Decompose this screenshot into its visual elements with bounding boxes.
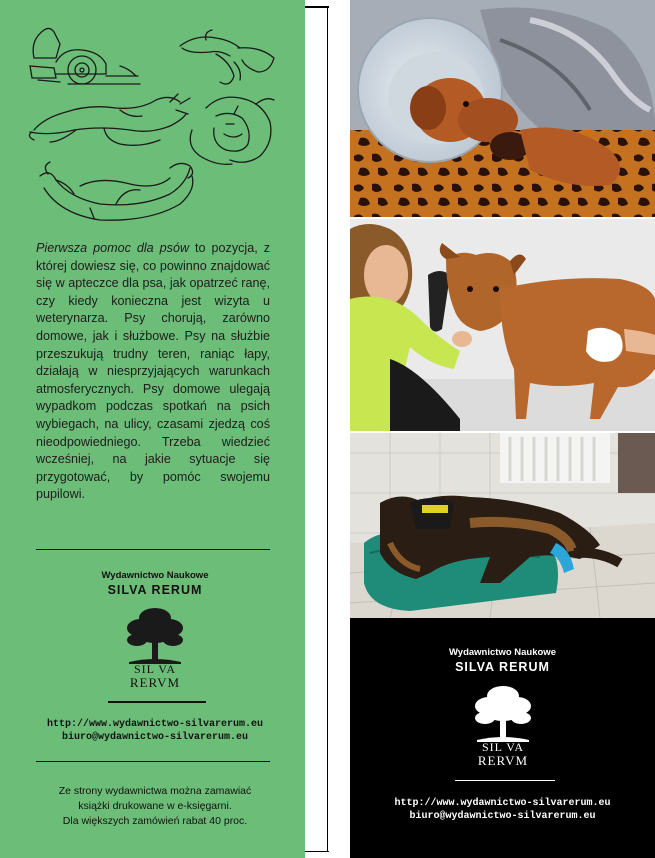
order-note-line: książki drukowane w e-księgarni. [78, 800, 232, 812]
publisher-name-dark: SILVA RERUM [455, 660, 550, 674]
hands-muzzle-sketch [180, 30, 274, 84]
photo-dog-with-cone [350, 0, 655, 217]
lying-dog-sketch [29, 94, 190, 145]
contact-links-dark [350, 797, 655, 823]
order-note-line: Dla większych zamówień rabat 40 proc. [62, 815, 248, 827]
publisher-label-dark: Wydawnictwo Naukowe [449, 647, 556, 658]
divider [36, 761, 270, 762]
book-description-text: to pozycja, z której dowiesz się, co powinno znajdować się w apteczce dla psa, jak opatrzeć ranę, czy kiedy konieczna jest wizyta u weterynarza. Psy chorują, zarówno domowe, jak i służbowe. Psy na służbie przeszukują trudny teren, raniąc łapy, działają w niesprzyjających warunkach atmosferycznych. Psy domowe ulegają wypadkom podczas spotkań na psich wybiegach, na ulicy, czasami zjedzą coś nieodpowiedniego. Trzeba wiedzieć wcześniej, na jakie sytuacje się przygotować, by pomóc swojemu pupilowi. [36, 241, 270, 502]
crop-mark-top [305, 6, 329, 8]
tree-icon [115, 604, 195, 666]
silva-rerum-logo-dark [463, 682, 543, 772]
photo-woman-with-dog [350, 219, 655, 431]
tree-icon [463, 682, 543, 744]
first-aid-sketches [20, 18, 290, 233]
order-note [20, 784, 290, 829]
publisher-name: SILVA RERUM [107, 583, 203, 597]
logo-text-top: SIL VA [133, 662, 177, 676]
logo-text-bottom: RERVM [477, 753, 529, 768]
email-link[interactable]: biuro@wydawnictwo-silvarerum.eu [61, 732, 249, 743]
silva-rerum-logo [115, 604, 195, 694]
contact-links [20, 718, 290, 744]
book-description [36, 240, 270, 504]
dog-head-muzzle-sketch [190, 97, 274, 164]
logo-underline [108, 701, 206, 703]
website-link[interactable]: http://www.wydawnictwo-silvarerum.eu [46, 719, 264, 730]
crop-mark-bottom [305, 851, 329, 852]
photo-shepherd-on-mat [350, 433, 655, 618]
logo-text-bottom: RERVM [129, 675, 181, 690]
website-link[interactable]: http://www.wydawnictwo-silvarerum.eu [394, 798, 611, 809]
book-title: Pierwsza pomoc dla psów [36, 241, 190, 255]
order-note-line: Ze strony wydawnictwa można zamawiać [58, 785, 252, 797]
car-wheel-sketch [30, 28, 140, 84]
logo-underline-dark [455, 780, 555, 781]
logo-text-top: SIL VA [481, 740, 525, 754]
publisher-label: Wydawnictwo Naukowe [101, 570, 209, 581]
spine-line [327, 6, 328, 852]
carried-dog-sketch [40, 162, 193, 220]
divider [36, 549, 270, 550]
email-link[interactable]: biuro@wydawnictwo-silvarerum.eu [409, 811, 596, 822]
